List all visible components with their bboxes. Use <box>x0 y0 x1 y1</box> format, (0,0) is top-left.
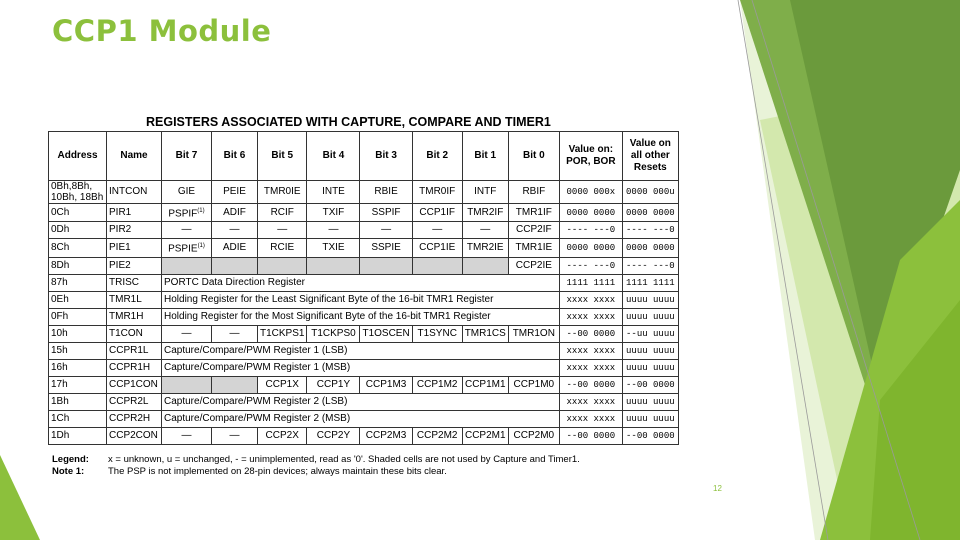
bit-cell <box>162 427 212 444</box>
bit-cell <box>212 204 258 222</box>
bit-cell <box>307 239 360 257</box>
bit-cell <box>508 257 559 274</box>
bit-cell <box>360 427 412 444</box>
bit-label: CCP1M3 <box>365 378 407 390</box>
bit-label: RCIF <box>270 206 294 218</box>
reset-value-cell: 0000 0000 <box>622 239 678 257</box>
name-cell: PIR1 <box>107 204 162 222</box>
header-cell: Bit 2 <box>412 132 462 181</box>
bit-cell <box>462 257 508 274</box>
bit-cell <box>162 257 212 274</box>
bit-label: CCP2M3 <box>365 429 407 441</box>
reset-value-cell: uuuu uuuu <box>622 342 678 359</box>
table-row <box>49 239 679 257</box>
bit-label: CCP1M0 <box>513 378 555 390</box>
bit-label: T1SYNC <box>417 327 457 339</box>
bit-cell <box>258 427 307 444</box>
table-row <box>49 376 679 393</box>
table-row <box>49 274 679 291</box>
footnote-marker: (1) <box>197 208 205 214</box>
note-text: The PSP is not implemented on 28-pin devices; always maintain these bits clear. <box>108 466 447 477</box>
header-cell: Bit 1 <box>462 132 508 181</box>
bit-label: TMR2IF <box>467 206 504 218</box>
name-cell: CCP1CON <box>107 376 162 393</box>
span-cell: PORTC Data Direction Register <box>162 274 560 291</box>
bit-cell <box>258 204 307 222</box>
bit-label: CCP2Y <box>316 429 351 441</box>
bit-cell <box>162 204 212 222</box>
bit-label: — <box>229 327 240 339</box>
bit-cell <box>412 257 462 274</box>
table-row <box>49 342 679 359</box>
span-cell: Capture/Compare/PWM Register 1 (LSB) <box>162 342 560 359</box>
por-value-cell: ---- ---0 <box>559 257 622 274</box>
reset-value-cell: uuuu uuuu <box>622 291 678 308</box>
reset-value-cell: uuuu uuuu <box>622 308 678 325</box>
table-row <box>49 427 679 444</box>
bit-label: TMR0IF <box>419 186 456 197</box>
bit-label: PSPIE <box>168 243 198 255</box>
name-cell: TMR1H <box>107 308 162 325</box>
bit-cell <box>462 181 508 204</box>
bit-cell <box>212 427 258 444</box>
table-row <box>49 410 679 427</box>
bit-cell <box>360 222 412 239</box>
span-cell: Capture/Compare/PWM Register 2 (MSB) <box>162 410 560 427</box>
header-cell: Bit 7 <box>162 132 212 181</box>
bit-cell <box>258 181 307 204</box>
address-cell: 0Fh <box>49 308 107 325</box>
bit-cell <box>508 376 559 393</box>
table-row <box>49 257 679 274</box>
address-cell: 8Ch <box>49 239 107 257</box>
slide-title: CCP1 Module <box>52 14 272 48</box>
bit-cell <box>307 325 360 342</box>
bit-label: — <box>277 224 288 236</box>
note-label: Note 1: <box>52 466 85 477</box>
table-row <box>49 291 679 308</box>
bit-label: — <box>432 224 443 236</box>
bit-cell <box>162 181 212 204</box>
bit-label: TMR1IE <box>515 241 553 253</box>
bit-cell <box>508 427 559 444</box>
bit-label: T1CKPS0 <box>311 327 356 339</box>
legend-text: x = unknown, u = unchanged, - = unimplemented, read as '0'. Shaded cells are not used by Capture and Timer1. <box>108 454 580 465</box>
por-value-cell: ---- ---0 <box>559 222 622 239</box>
por-value-cell: xxxx xxxx <box>559 359 622 376</box>
bit-label: CCP2M1 <box>464 429 506 441</box>
por-value-cell: --00 0000 <box>559 376 622 393</box>
table-row <box>49 359 679 376</box>
reset-value-cell: --uu uuuu <box>622 325 678 342</box>
reset-value-cell: uuuu uuuu <box>622 393 678 410</box>
bit-cell <box>412 239 462 257</box>
address-cell: 0Bh,8Bh, 10Bh, 18Bh <box>49 181 107 204</box>
bit-cell <box>162 376 212 393</box>
header-cell: Bit 0 <box>508 132 559 181</box>
bit-cell <box>307 427 360 444</box>
bit-label: INTE <box>322 186 345 197</box>
bit-label: RBIF <box>522 186 546 197</box>
legend-label: Legend: <box>52 454 89 465</box>
bit-label: PEIE <box>223 186 246 197</box>
reset-value-cell: --00 0000 <box>622 427 678 444</box>
bit-label: TMR2IE <box>466 241 504 253</box>
address-cell: 17h <box>49 376 107 393</box>
por-value-cell: 0000 0000 <box>559 239 622 257</box>
address-cell: 0Dh <box>49 222 107 239</box>
span-cell: Holding Register for the Most Significant Byte of the 16-bit TMR1 Register <box>162 308 560 325</box>
por-value-cell: xxxx xxxx <box>559 393 622 410</box>
bit-label: — <box>229 429 240 441</box>
header-cell: Value on: POR, BOR <box>559 132 622 181</box>
name-cell: CCP2CON <box>107 427 162 444</box>
bit-label: — <box>181 429 192 441</box>
bit-label: CCP1Y <box>316 378 351 390</box>
bit-label: — <box>328 224 339 236</box>
por-value-cell: --00 0000 <box>559 325 622 342</box>
bit-cell <box>258 222 307 239</box>
bit-label: TMR1IF <box>515 206 552 218</box>
name-cell: CCPR1L <box>107 342 162 359</box>
legend <box>52 454 580 478</box>
reset-value-cell: 0000 000u <box>622 181 678 204</box>
bit-cell <box>212 325 258 342</box>
por-value-cell: xxxx xxxx <box>559 308 622 325</box>
bit-label: T1OSCEN <box>362 327 410 339</box>
span-cell: Capture/Compare/PWM Register 1 (MSB) <box>162 359 560 376</box>
bit-cell <box>412 222 462 239</box>
table-row <box>49 325 679 342</box>
header-cell: Bit 6 <box>212 132 258 181</box>
bit-label: SSPIE <box>371 241 401 253</box>
bit-label: — <box>181 224 192 236</box>
bit-label: CCP2IE <box>515 259 552 271</box>
address-cell: 0Ch <box>49 204 107 222</box>
table-row <box>49 308 679 325</box>
bit-label: CCP2IF <box>516 224 552 236</box>
por-value-cell: --00 0000 <box>559 427 622 444</box>
bit-label: — <box>381 224 392 236</box>
register-table <box>48 131 679 445</box>
por-value-cell: xxxx xxxx <box>559 291 622 308</box>
reset-value-cell: --00 0000 <box>622 376 678 393</box>
table-row <box>49 393 679 410</box>
footnote-marker: (1) <box>197 243 205 250</box>
header-cell: Value on all other Resets <box>622 132 678 181</box>
name-cell: CCPR1H <box>107 359 162 376</box>
bit-cell <box>360 204 412 222</box>
bit-cell <box>307 376 360 393</box>
table-header-row <box>49 132 679 181</box>
bit-label: CCP1IF <box>419 206 455 218</box>
bit-label: TXIE <box>322 241 345 253</box>
table-row <box>49 222 679 239</box>
bit-cell <box>258 257 307 274</box>
bit-label: CCP2M2 <box>416 429 458 441</box>
bit-cell <box>307 181 360 204</box>
address-cell: 1Ch <box>49 410 107 427</box>
bit-cell <box>212 181 258 204</box>
bit-cell <box>258 376 307 393</box>
bit-cell <box>258 239 307 257</box>
bit-label: CCP1X <box>265 378 299 390</box>
figure-title: REGISTERS ASSOCIATED WITH CAPTURE, COMPARE AND TIMER1 <box>146 115 551 129</box>
span-cell: Holding Register for the Least Significant Byte of the 16-bit TMR1 Register <box>162 291 560 308</box>
bit-label: — <box>480 224 491 236</box>
bit-label: CCP1M2 <box>416 378 458 390</box>
bit-cell <box>412 376 462 393</box>
bit-label: ADIE <box>222 241 247 253</box>
address-cell: 16h <box>49 359 107 376</box>
name-cell: TMR1L <box>107 291 162 308</box>
bit-label: TXIF <box>322 206 345 218</box>
address-cell: 87h <box>49 274 107 291</box>
bit-cell <box>412 181 462 204</box>
bit-label: CCP1IE <box>419 241 456 253</box>
bit-cell <box>462 325 508 342</box>
bit-cell <box>212 222 258 239</box>
bit-cell <box>412 204 462 222</box>
reset-value-cell: uuuu uuuu <box>622 410 678 427</box>
header-cell: Bit 5 <box>258 132 307 181</box>
por-value-cell: xxxx xxxx <box>559 410 622 427</box>
bit-cell <box>412 325 462 342</box>
bit-label: GIE <box>177 186 196 197</box>
bit-cell <box>462 239 508 257</box>
bit-cell <box>162 239 212 257</box>
bit-cell <box>508 325 559 342</box>
header-cell: Name <box>107 132 162 181</box>
bit-label: — <box>181 327 192 339</box>
bit-label: INTF <box>474 186 497 197</box>
bit-cell <box>462 204 508 222</box>
left-edge-triangle <box>0 455 40 540</box>
bit-cell <box>360 181 412 204</box>
name-cell: PIE1 <box>107 239 162 257</box>
bit-label: T1CKPS1 <box>260 327 305 339</box>
bit-label: CCP2X <box>265 429 299 441</box>
table-row <box>49 204 679 222</box>
bit-label: SSPIF <box>371 206 401 218</box>
name-cell: T1CON <box>107 325 162 342</box>
bit-label: TMR1CS <box>464 327 506 339</box>
bit-cell <box>508 239 559 257</box>
bit-cell <box>360 239 412 257</box>
bit-label: — <box>229 224 240 236</box>
bit-cell <box>212 376 258 393</box>
bit-label: RCIE <box>270 241 295 253</box>
bit-cell <box>212 257 258 274</box>
bit-cell <box>462 376 508 393</box>
bit-label: TMR0IE <box>263 186 301 197</box>
bit-label: RBIE <box>374 186 398 197</box>
por-value-cell: 0000 0000 <box>559 204 622 222</box>
bit-cell <box>462 222 508 239</box>
reset-value-cell: ---- ---0 <box>622 257 678 274</box>
bit-cell <box>307 222 360 239</box>
por-value-cell: 0000 000x <box>559 181 622 204</box>
bit-cell <box>508 204 559 222</box>
header-cell: Bit 4 <box>307 132 360 181</box>
span-cell: Capture/Compare/PWM Register 2 (LSB) <box>162 393 560 410</box>
bit-label: CCP2M0 <box>513 429 555 441</box>
bit-cell <box>307 204 360 222</box>
address-cell: 10h <box>49 325 107 342</box>
bit-label: CCP1M1 <box>464 378 506 390</box>
address-cell: 1Bh <box>49 393 107 410</box>
name-cell: CCPR2L <box>107 393 162 410</box>
bit-label: ADIF <box>223 206 246 218</box>
bit-cell <box>508 181 559 204</box>
bit-cell <box>212 239 258 257</box>
reset-value-cell: 0000 0000 <box>622 204 678 222</box>
name-cell: PIR2 <box>107 222 162 239</box>
name-cell: CCPR2H <box>107 410 162 427</box>
name-cell: PIE2 <box>107 257 162 274</box>
name-cell: INTCON <box>107 181 162 204</box>
bit-cell <box>360 325 412 342</box>
bit-cell <box>462 427 508 444</box>
address-cell: 8Dh <box>49 257 107 274</box>
address-cell: 15h <box>49 342 107 359</box>
bit-cell <box>258 325 307 342</box>
reset-value-cell: ---- ---0 <box>622 222 678 239</box>
por-value-cell: xxxx xxxx <box>559 342 622 359</box>
bit-label: PSPIF <box>168 208 198 220</box>
name-cell: TRISC <box>107 274 162 291</box>
bit-cell <box>360 257 412 274</box>
por-value-cell: 1111 1111 <box>559 274 622 291</box>
header-cell: Bit 3 <box>360 132 412 181</box>
header-cell: Address <box>49 132 107 181</box>
bit-cell <box>360 376 412 393</box>
table-row <box>49 181 679 204</box>
address-cell: 0Eh <box>49 291 107 308</box>
reset-value-cell: uuuu uuuu <box>622 359 678 376</box>
address-cell: 1Dh <box>49 427 107 444</box>
page-number: 12 <box>713 484 722 493</box>
bit-cell <box>307 257 360 274</box>
bit-cell <box>162 222 212 239</box>
reset-value-cell: 1111 1111 <box>622 274 678 291</box>
bit-cell <box>508 222 559 239</box>
bit-cell <box>162 325 212 342</box>
bit-label: TMR1ON <box>512 327 555 339</box>
bit-cell <box>412 427 462 444</box>
